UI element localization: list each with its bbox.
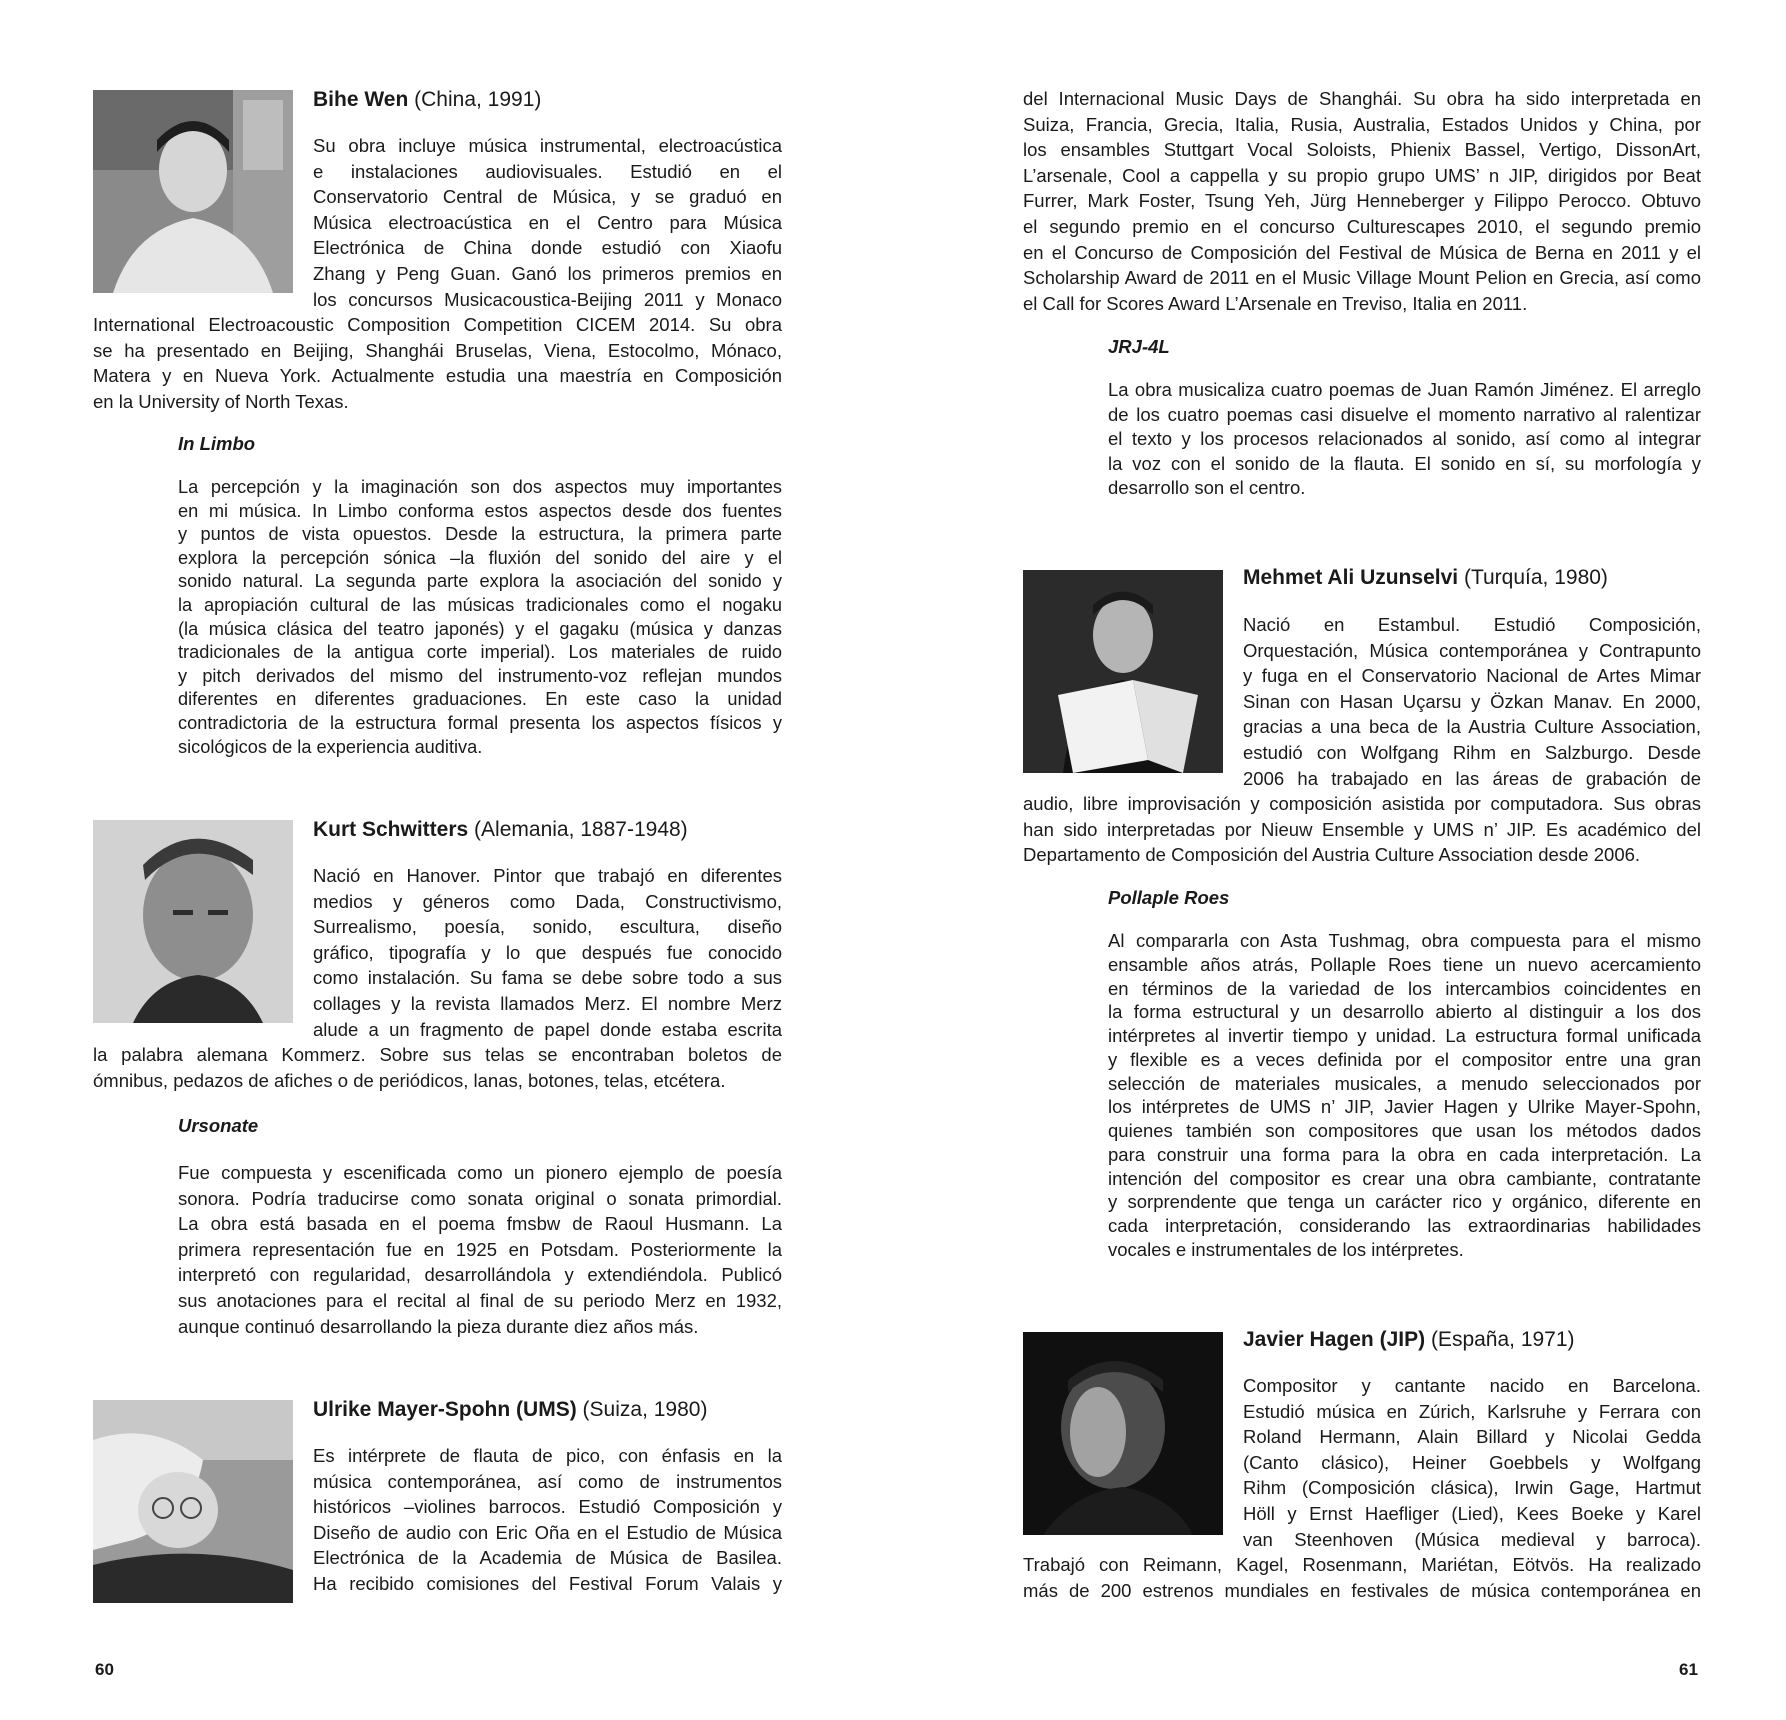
desc-line: diferentes en diferentes graduaciones. En este caso la unidad <box>178 689 782 710</box>
desc-line: ensamble años atrás, Pollaple Roes tiene un nuevo acercamiento <box>1108 953 1701 975</box>
bio-line: más de 200 estrenos mundiales en festivales de música contemporánea en <box>1023 1579 1701 1601</box>
work-title-pollaple-roes: Pollaple Roes <box>1108 887 1230 908</box>
bio-line: Electrónica de China donde estudió con Xiaofu <box>313 237 782 259</box>
ursonate-description <box>178 1160 782 1339</box>
composer-name: Javier Hagen (JIP) <box>1243 1328 1426 1351</box>
bio-line: (Canto clásico), Heiner Goebbels y Wolfgang <box>1243 1451 1701 1473</box>
bio-line: Roland Hermann, Alain Billard y Nicolai Gedda <box>1243 1426 1701 1448</box>
desc-line: interpretó con regularidad, desarrollándola y extendiéndola. Publicó <box>178 1264 782 1286</box>
bio-line: e instalaciones audiovisuales. Estudió en el <box>313 160 782 182</box>
desc-line: en términos de la variedad de los intercambios coincidentes en <box>1108 977 1701 999</box>
mehmet-ali-uzunselvi-photo <box>1023 570 1223 773</box>
kurt-schwitters-heading <box>313 817 688 843</box>
page-number-left: 60 <box>95 1660 114 1679</box>
kurt-schwitters-bio-wrapped <box>313 863 782 1042</box>
desc-line: la forma estructural y un desarrollo abierto al distinguir a los dos <box>1108 1001 1701 1023</box>
ulrike-mayer-spohn-heading <box>313 1397 707 1423</box>
work-title-jrj-4l: JRJ-4L <box>1108 336 1170 357</box>
desc-line: explora la percepción sónica –la fluxión del sonido del aire y el <box>178 547 782 568</box>
desc-line: tradicionales de la antigua corte imperial). Los materiales de ruido <box>178 642 782 663</box>
bio-line: en la University of North Texas. <box>93 390 349 412</box>
bio-line: en el Concurso de Composición del Festival de Música de Berna en 2011 y el <box>1023 241 1701 263</box>
desc-line: sonido natural. La segunda parte explora la asociación del sonido y <box>178 571 782 592</box>
bio-line: audio, libre improvisación y composición asistida por computadora. Sus obras <box>1023 793 1701 814</box>
bio-line: Nació en Hanover. Pintor que trabajó en diferentes <box>313 865 782 886</box>
mehmet-bio-wrapped <box>1243 612 1701 791</box>
bio-line: los concursos Musicacoustica-Beijing 2011 y Monaco <box>313 288 782 310</box>
ulrike-mayer-spohn-bio <box>313 1443 782 1597</box>
bio-line: medios y géneros como Dada, Constructivismo, <box>313 890 782 912</box>
bio-line: y fuga en el Conservatorio Nacional de Artes Mimar <box>1243 665 1701 687</box>
work-title-in-limbo: In Limbo <box>178 433 256 454</box>
composer-origin: (Turquía, 1980) <box>1463 566 1608 589</box>
bio-line: Música electroacústica en el Centro para Música <box>313 211 782 233</box>
javier-bio-full <box>1023 1552 1701 1603</box>
composer-origin: (España, 1971) <box>1430 1328 1575 1351</box>
bio-line: como instalación. Su fama se debe sobre todo a sus <box>313 967 782 989</box>
bio-line: el segundo premio en el concurso Culturescapes 2010, el segundo premio <box>1023 215 1701 237</box>
bio-line: 2006 ha trabajado en las áreas de grabación de <box>1243 767 1701 789</box>
bihe-wen-heading <box>313 87 541 113</box>
bio-line: Compositor y cantante nacido en Barcelona. <box>1243 1375 1701 1396</box>
composer-origin: (Suiza, 1980) <box>582 1398 708 1421</box>
kurt-schwitters-bio-full <box>93 1042 782 1093</box>
composer-name: Ulrike Mayer-Spohn (UMS) <box>313 1398 577 1421</box>
bio-line: Sinan con Hasan Uçarsu y Özkan Manav. En 2000, <box>1243 690 1701 712</box>
bio-line: música contemporánea, así como de instrumentos <box>313 1470 782 1492</box>
desc-line: la voz con el sonido de la flauta. El sonido en sí, su morfología y <box>1108 452 1701 474</box>
desc-line: selección de materiales musicales, a menudo seleccionados por <box>1108 1072 1701 1094</box>
desc-line: sus anotaciones para el recital al final de su periodo Merz en 1932, <box>178 1289 782 1311</box>
bio-line: Surrealismo, poesía, sonido, escultura, diseño <box>313 916 782 938</box>
desc-line: intérpretes al invertir tiempo y unidad. La estructura formal unificada <box>1108 1025 1701 1046</box>
bio-line: Orquestación, Música contemporánea y Contrapunto <box>1243 639 1701 661</box>
bio-line: Matera y en Nueva York. Actualmente estudia una maestría en Composición <box>93 365 782 387</box>
bio-line: gráfico, tipografía y lo que después fue conocido <box>313 941 782 963</box>
bio-line: Suiza, Francia, Grecia, Italia, Rusia, Australia, Estados Unidos y China, por <box>1023 113 1701 135</box>
desc-line: el texto y los procesos relacionados al sonido, así como al integrar <box>1108 428 1701 449</box>
desc-line: y pitch derivados del mismo del instrumento-voz reflejan mundos <box>178 665 782 686</box>
bio-line: Es intérprete de flauta de pico, con énfasis en la <box>313 1445 782 1466</box>
mehmet-ali-uzunselvi-heading <box>1243 565 1608 591</box>
desc-line: intención del compositor es crear una obra cambiante, contratante <box>1108 1167 1701 1189</box>
desc-line: La obra musicaliza cuatro poemas de Juan Ramón Jiménez. El arreglo <box>1108 379 1701 400</box>
desc-line: (la música clásica del teatro japonés) y el gagaku (música y danzas <box>178 618 782 639</box>
desc-line: quienes también son compositores que usan los métodos dados <box>1108 1120 1701 1141</box>
bio-line: Nació en Estambul. Estudió Composición, <box>1243 614 1701 635</box>
composer-origin: (Alemania, 1887-1948) <box>474 818 688 841</box>
bio-line: Departamento de Composición del Austria Culture Association desde 2006. <box>1023 844 1641 866</box>
composer-name: Kurt Schwitters <box>313 818 469 841</box>
bio-line: alude a un fragmento de papel donde estaba escrita <box>313 1018 782 1040</box>
bio-line: Zhang y Peng Guan. Ganó los primeros premios en <box>313 262 782 284</box>
desc-line: cada interpretación, considerando las extraordinarias habilidades <box>1108 1215 1701 1236</box>
bio-line: International Electroacoustic Composition Competition CICEM 2014. Su obra <box>93 314 782 335</box>
desc-line: vocales e instrumentales de los intérpretes. <box>1108 1238 1464 1260</box>
bio-line: ómnibus, pedazos de afiches o de periódicos, lanas, botones, telas, etcétera. <box>93 1069 726 1091</box>
desc-line: la apropiación cultural de las músicas tradicionales como el nogaku <box>178 594 782 615</box>
bihe-wen-photo <box>93 90 293 293</box>
desc-line: sonora. Podría traducirse como sonata original o sonata primordial. <box>178 1187 782 1209</box>
bio-line: Scholarship Award de 2011 en el Music Village Mount Pelion en Grecia, así como <box>1023 267 1701 289</box>
work-title-ursonate: Ursonate <box>178 1115 259 1136</box>
in-limbo-description <box>178 476 782 759</box>
bio-line: el Call for Scores Award L’Arsenale en Treviso, Italia en 2011. <box>1023 292 1528 314</box>
bio-line: los ensambles Stuttgart Vocal Soloists, Phienix Bassel, Vertigo, DissonArt, <box>1023 139 1701 161</box>
bio-line: Ha recibido comisiones del Festival Forum Valais y <box>313 1572 782 1594</box>
desc-line: y flexible es a veces definida por el compositor entre una gran <box>1108 1048 1701 1070</box>
desc-line: los intérpretes de UMS n’ JIP, Javier Hagen y Ulrike Mayer-Spohn, <box>1108 1096 1701 1118</box>
bio-line: van Steenhoven (Música medieval y barroca). <box>1243 1528 1701 1550</box>
desc-line: para construir una forma para la obra en cada interpretación. La <box>1108 1143 1701 1165</box>
bio-line: Furrer, Mark Foster, Tsung Yeh, Jürg Henneberger y Filippo Perocco. Obtuvo <box>1023 190 1701 212</box>
desc-line: contradictoria de la estructura formal presenta los aspectos físicos y <box>178 712 782 733</box>
desc-line: sicológicos de la experiencia auditiva. <box>178 736 483 757</box>
ulrike-mayer-spohn-photo <box>93 1400 293 1603</box>
kurt-schwitters-photo <box>93 820 293 1023</box>
composer-name: Mehmet Ali Uzunselvi <box>1243 566 1459 589</box>
desc-line: y sorprendente que tenga un carácter rico y orgánico, diferente en <box>1108 1191 1701 1213</box>
bio-line: Su obra incluye música instrumental, electroacústica <box>313 135 782 156</box>
bio-line: Höll y Ernst Haefliger (Lied), Kees Boeke y Karel <box>1243 1502 1701 1524</box>
pollaple-roes-description <box>1108 929 1701 1262</box>
desc-line: La percepción y la imaginación son dos aspectos muy importantes <box>178 477 782 497</box>
bihe-wen-bio-wrapped <box>313 133 782 312</box>
javier-hagen-photo <box>1023 1332 1223 1535</box>
right-page <box>893 0 1786 1720</box>
bio-line: Conservatorio Central de Música, y se graduó en <box>313 186 782 208</box>
bio-line: gracias a una beca de la Austria Culture Association, <box>1243 716 1701 738</box>
bio-line: Diseño de audio con Eric Oña en el Estudio de Música <box>313 1521 782 1543</box>
mehmet-bio-full <box>1023 791 1701 868</box>
bio-line: del Internacional Music Days de Shanghái. Su obra ha sido interpretada en <box>1023 88 1701 109</box>
desc-line: Al compararla con Asta Tushmag, obra compuesta para el mismo <box>1108 930 1701 951</box>
bio-line: Estudió música en Zúrich, Karlsruhe y Ferrara con <box>1243 1400 1701 1422</box>
desc-line: y puntos de vista opuestos. Desde la estructura, la primera parte <box>178 524 782 545</box>
javier-hagen-heading <box>1243 1327 1575 1353</box>
bio-line: se ha presentado en Beijing, Shanghái Bruselas, Viena, Estocolmo, Mónaco, <box>93 339 782 361</box>
desc-line: La obra está basada en el poema fmsbw de Raoul Husmann. La <box>178 1213 782 1235</box>
bio-line: han sido interpretadas por Nieuw Ensemble y UMS n’ JIP. Es académico del <box>1023 818 1701 840</box>
ulrike-bio-continuation <box>1023 86 1701 316</box>
bio-line: históricos –violines barrocos. Estudió Composición y <box>313 1496 782 1518</box>
bio-line: L’arsenale, Cool a cappella y su propio grupo UMS’ n JIP, dirigidos por Beat <box>1023 164 1701 186</box>
composer-origin: (China, 1991) <box>414 88 542 111</box>
page-number-right: 61 <box>1679 1660 1698 1679</box>
bio-line: Trabajó con Reimann, Kagel, Rosenmann, Mariétan, Eötvös. Ha realizado <box>1023 1554 1701 1575</box>
bio-line: collages y la revista llamados Merz. El nombre Merz <box>313 992 782 1014</box>
desc-line: desarrollo son el centro. <box>1108 477 1306 498</box>
desc-line: Fue compuesta y escenificada como un pionero ejemplo de poesía <box>178 1162 782 1183</box>
desc-line: aunque continuó desarrollando la pieza durante diez años más. <box>178 1315 699 1337</box>
desc-line: de los cuatro poemas casi disuelve el momento narrativo al ralentizar <box>1108 403 1701 425</box>
bio-line: Electrónica de la Academia de Música de Basilea. <box>313 1547 782 1569</box>
composer-name: Bihe Wen <box>313 88 409 111</box>
jrj-4l-description <box>1108 378 1701 501</box>
bio-line: la palabra alemana Kommerz. Sobre sus telas se encontraban boletos de <box>93 1044 782 1065</box>
desc-line: en mi música. In Limbo conforma estos aspectos desde dos fuentes <box>178 500 782 521</box>
bihe-wen-bio-full <box>93 312 782 414</box>
desc-line: primera representación fue en 1925 en Potsdam. Posteriormente la <box>178 1238 782 1260</box>
bio-line: estudió con Wolfgang Rihm en Salzburgo. Desde <box>1243 741 1701 763</box>
javier-bio-wrapped <box>1243 1373 1701 1552</box>
bio-line: Rihm (Composición clásica), Irwin Gage, Hartmut <box>1243 1477 1701 1499</box>
